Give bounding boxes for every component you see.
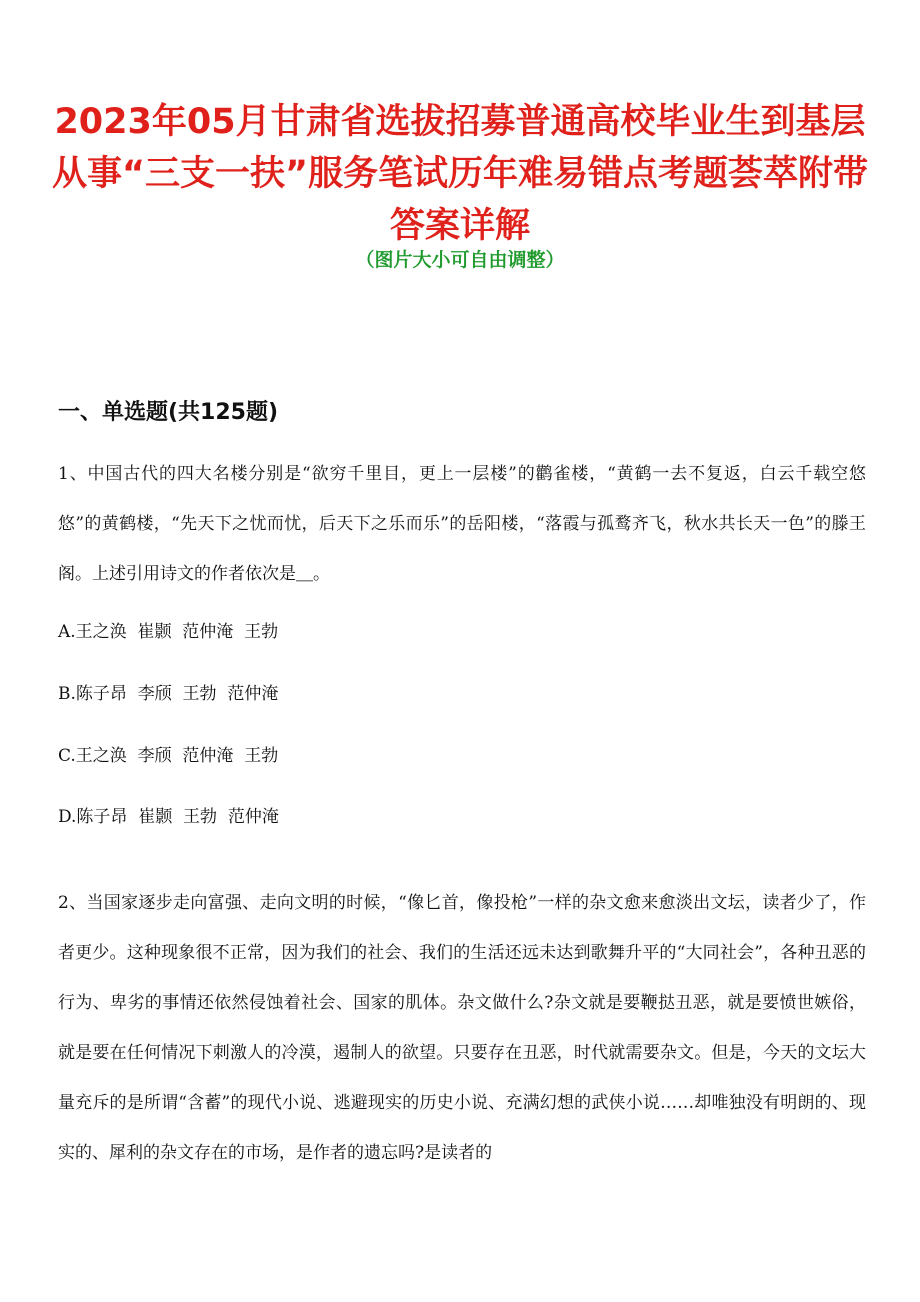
section-heading: 一、单选题(共125题) (58, 400, 279, 425)
document-title: 2023年05月甘肃省选拔招募普通高校毕业生到基层从事“三支一扶”服务笔试历年难易错点考题荟萃附带答案详解 (51, 102, 868, 246)
question-1-option-d: D.陈子昂 崔颢 王勃 范仲淹 (58, 807, 279, 827)
document-subtitle: （图片大小可自由调整） (355, 249, 565, 271)
question-1-option-b: B.陈子昂 李颀 王勃 范仲淹 (58, 684, 279, 704)
question-1-option-c: C.王之涣 李颀 范仲淹 王勃 (58, 746, 279, 766)
question-1-stem: 1、中国古代的四大名楼分别是“欲穷千里目，更上一层楼”的鹳雀楼，“黄鹤一去不复返，白云千载空悠悠”的黄鹤楼，“先天下之忧而忧，后天下之乐而乐”的岳阳楼，“落霞与孤鹜齐飞，秋水共长天一色”的滕王阁。上述引用诗文的作者依次是＿。 (58, 464, 866, 584)
question-1-option-a: A.王之涣 崔颢 范仲淹 王勃 (58, 622, 279, 642)
question-2-stem: 2、当国家逐步走向富强、走向文明的时候，“像匕首，像投枪”一样的杂文愈来愈淡出文坛，读者少了，作者更少。这种现象很不正常，因为我们的社会、我们的生活还远未达到歌舞升平的“大同社会”，各种丑恶的行为、卑劣的事情还依然侵蚀着社会、国家的肌体。杂文做什么?杂文就是要鞭挞丑恶，就是要愤世嫉俗，就是要在任何情况下刺激人的冷漠，遏制人的欲望。只要存在丑恶，时代就需要杂文。但是，今天的文坛大量充斥的是所谓“含蓄”的现代小说、逃避现实的历史小说、充满幻想的武侠小说……却唯独没有明朗的、现实的、犀利的杂文存在的市场，是作者的遗忘吗?是读者的 (58, 893, 866, 1163)
